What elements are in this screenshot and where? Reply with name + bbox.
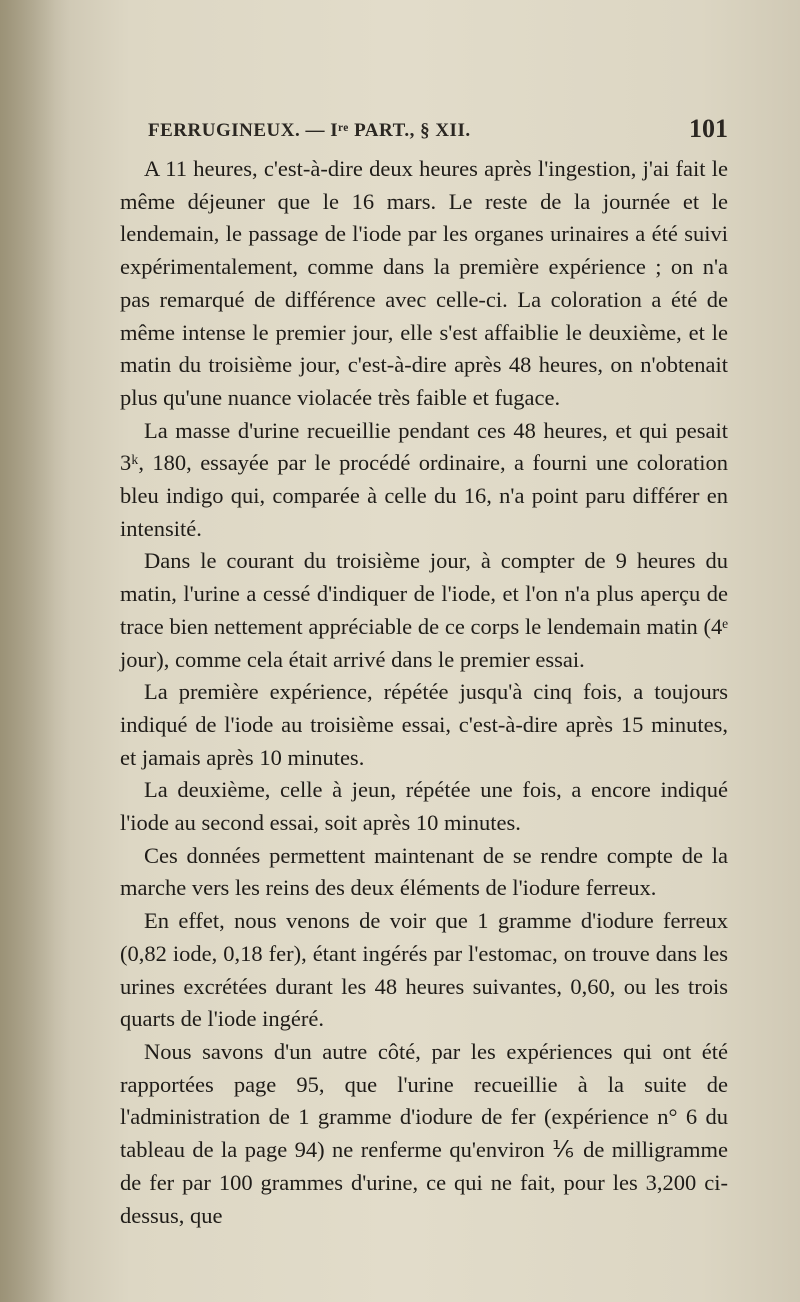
paragraph: La deuxième, celle à jeun, répétée une fois, a encore indiqué l'iode au second essai, soit après 10 minutes. bbox=[120, 777, 728, 836]
body-text bbox=[120, 153, 728, 1232]
paragraph: La masse d'urine recueillie pendant ces 48 heures, et qui pesait 3ᵏ, 180, essayée par le procédé ordinaire, a fourni une coloration bleu indigo qui, comparée à celle du 16, n'a point paru différer en intensité. bbox=[120, 417, 728, 541]
paragraph: Dans le courant du troisième jour, à compter de 9 heures du matin, l'urine a cessé d'indiquer de l'iode, et l'on n'a plus aperçu de trace bien nettement appréciable de ce corps le lendemain matin (4ᵉ jour), comme cela était arrivé dans le premier essai. bbox=[120, 548, 728, 672]
paragraph: A 11 heures, c'est-à-dire deux heures après l'ingestion, j'ai fait le même déjeuner que le 16 mars. Le reste de la journée et le lendemain, le passage de l'iode par les organes urinaires a été suivi expérimentalement, comme dans la première expérience ; on n'a pas remarqué de différence avec celle-ci. La coloration a été de même intense le premier jour, elle s'est affaiblie le deuxième, et le matin du troisième jour, c'est-à-dire après 48 heures, on n'obtenait plus qu'une nuance violacée très faible et fugace. bbox=[120, 156, 728, 410]
paragraph: Ces données permettent maintenant de se rendre compte de la marche vers les reins des deux éléments de l'iodure ferreux. bbox=[120, 842, 728, 901]
paragraph: Nous savons d'un autre côté, par les expériences qui ont été rapportées page 95, que l'urine recueillie à la suite de l'administration de 1 gramme d'iodure de fer (expérience n° 6 du tableau de la page 94) ne renferme qu'environ ⅙ de milligramme de fer par 100 grammes d'urine, ce qui ne fait, pour les 3,200 ci-dessus, que bbox=[120, 1038, 728, 1228]
running-title: FERRUGINEUX. — Iʳᵉ PART., § XII. bbox=[148, 120, 471, 141]
paragraph: La première expérience, répétée jusqu'à cinq fois, a toujours indiqué de l'iode au troisième essai, c'est-à-dire après 15 minutes, et jamais après 10 minutes. bbox=[120, 679, 728, 770]
running-header bbox=[148, 114, 728, 152]
gutter-shadow bbox=[0, 0, 70, 1302]
page-number: 101 bbox=[689, 114, 728, 143]
paragraph: En effet, nous venons de voir que 1 gramme d'iodure ferreux (0,82 iode, 0,18 fer), étant ingérés par l'estomac, on trouve dans les urines excrétées durant les 48 heures suivantes, 0,60, ou les trois quarts de l'iode ingéré. bbox=[120, 908, 728, 1032]
